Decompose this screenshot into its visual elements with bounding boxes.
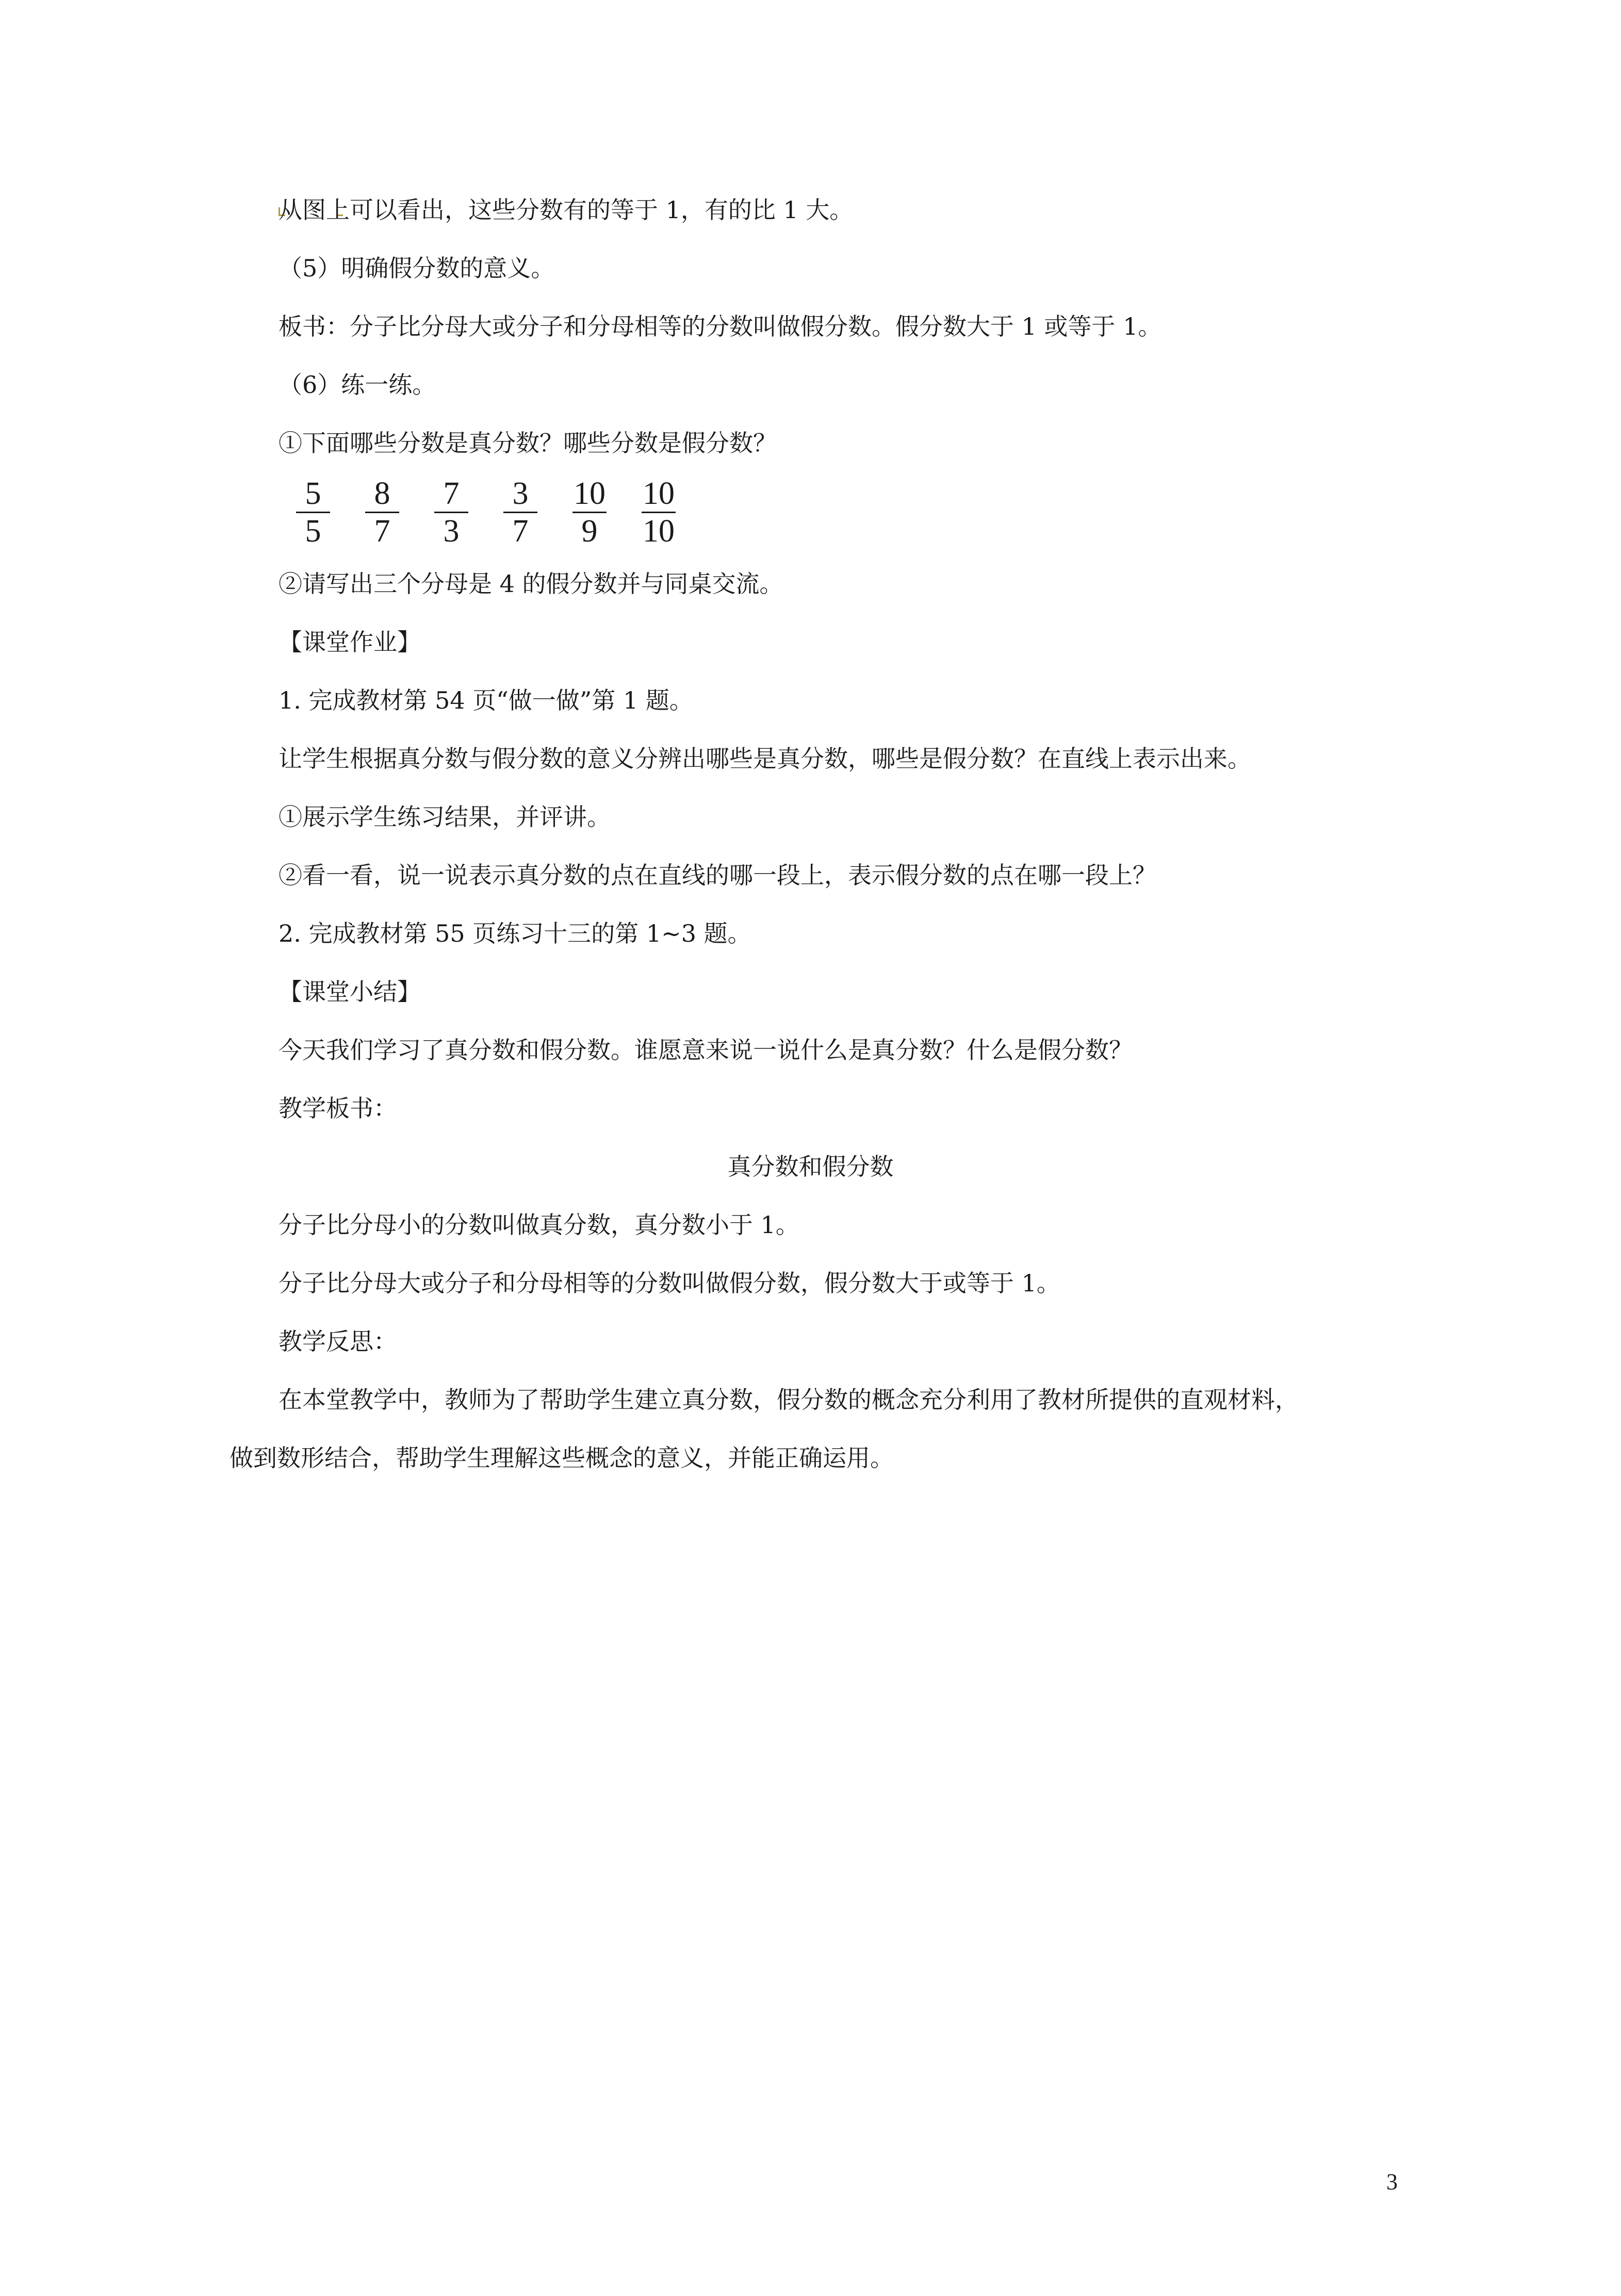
denominator: 7: [512, 513, 529, 549]
paragraph-line: 让学生根据真分数与假分数的意义分辨出哪些是真分数，哪些是假分数？在直线上表示出来。: [279, 745, 1251, 773]
denominator: 3: [443, 513, 460, 549]
numerator: 10: [643, 475, 675, 511]
paragraph-line: ②看一看，说一说表示真分数的点在直线的哪一段上，表示假分数的点在哪一段上？: [279, 861, 1156, 889]
numerator: 5: [305, 475, 321, 511]
homework-item-1: 1. 完成教材第 54 页“做一做”第 1 题。: [279, 686, 693, 714]
numerator: 8: [374, 475, 390, 511]
paragraph-line: 今天我们学习了真分数和假分数。谁愿意来说一说什么是真分数？什么是假分数？: [279, 1036, 1133, 1064]
section-heading-summary: 【课堂小结】: [279, 978, 421, 1006]
reflection-paragraph-continued: 做到数形结合，帮助学生理解这些概念的意义，并能正确运用。: [230, 1444, 894, 1472]
page-number: 3: [1386, 2169, 1398, 2194]
blackboard-note: 板书：分子比分母大或分子和分母相等的分数叫做假分数。假分数大于 1 或等于 1。: [279, 313, 1162, 340]
paragraph-line: 从图上可以看出，这些分数有的等于 1，有的比 1 大。: [279, 196, 854, 224]
exercise-question-2: ②请写出三个分母是 4 的假分数并与同桌交流。: [279, 570, 783, 598]
fraction: [486, 473, 555, 551]
fraction: [417, 473, 486, 551]
board-label: 教学板书：: [279, 1094, 397, 1122]
board-title: 真分数和假分数: [727, 1153, 894, 1180]
fraction-bar: [434, 512, 468, 513]
denominator: 9: [581, 513, 598, 549]
reflection-label: 教学反思：: [279, 1327, 397, 1355]
fraction: [279, 473, 348, 551]
homework-item-2: 2. 完成教材第 55 页练习十三的第 1~3 题。: [279, 920, 751, 947]
fraction-bar: [572, 512, 607, 513]
denominator: 10: [643, 513, 675, 549]
exercise-question-1: ①下面哪些分数是真分数？哪些分数是假分数？: [279, 429, 777, 457]
numerator: 3: [512, 475, 529, 511]
section-step-5: （5）明确假分数的意义。: [279, 254, 555, 282]
fraction-bar: [296, 512, 330, 513]
fraction: [624, 473, 693, 551]
reflection-paragraph: 在本堂教学中，教师为了帮助学生建立真分数，假分数的概念充分利用了教材所提供的直观材料，: [279, 1386, 1299, 1414]
denominator: 7: [374, 513, 390, 549]
board-line-1: 分子比分母小的分数叫做真分数，真分数小于 1。: [279, 1211, 799, 1239]
fraction-list: [279, 473, 693, 551]
fraction-bar: [503, 512, 537, 513]
fraction-bar: [365, 512, 399, 513]
section-heading-homework: 【课堂作业】: [279, 628, 421, 656]
section-step-6: （6）练一练。: [279, 371, 436, 399]
fraction: [555, 473, 624, 551]
denominator: 5: [305, 513, 321, 549]
numerator: 7: [443, 475, 460, 511]
board-line-2: 分子比分母大或分子和分母相等的分数叫做假分数，假分数大于或等于 1。: [279, 1269, 1060, 1297]
paragraph-line: ①展示学生练习结果，并评讲。: [279, 803, 611, 831]
fraction-bar: [642, 512, 676, 513]
numerator: 10: [574, 475, 605, 511]
fraction: [348, 473, 417, 551]
